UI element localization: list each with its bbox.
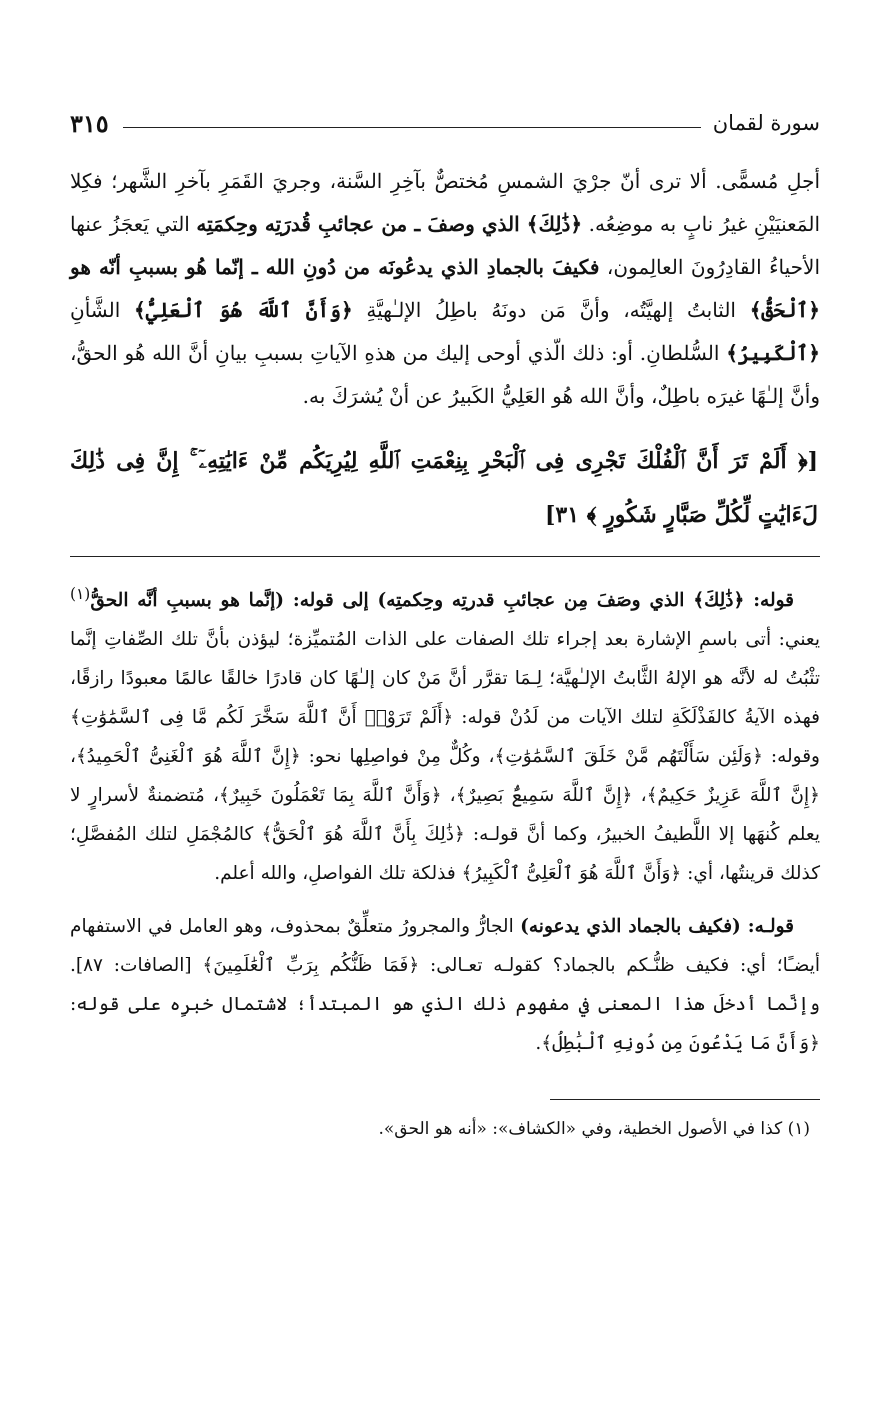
commentary-text-2: الثابتُ إلهيَّتُه، وأنَّ مَن دونَهُ باطِلُ الإلـٰهيَّةِ — [366, 298, 736, 322]
quran-quote-al-kabir: ﴿ٱلْكَبِيرُ﴾ — [726, 341, 820, 365]
note-2-heading: قولـه: (فكيف بالجماد الذي يدعونه) — [520, 916, 794, 938]
note-1-text: يعني: أتى باسمِ الإشارة بعد إجراء تلك الصفات على الذات المُتميِّزة؛ ليؤذن بأنَّ تلك الصِّفاتِ إنَّما تثْبُتُ له لأنَّه هو الإلهُ الثَّابتُ الإلـٰهيَّة؛ لِـمَا تقرَّر أنَّ مَنْ كان إلـٰهًا كان قادرًا خالقًا عالمًا معبودًا رازقًا، فهذه الآيةُ كالفَذْلَكَةِ لتلك الآيات من لَدُنْ قوله: ﴿أَلَمْ تَرَوْا۟ أَنَّ ٱللَّهَ سَخَّرَ لَكُم مَّا فِى ٱلسَّمَٰوَٰتِ﴾ وقوله: ﴿وَلَئِن سَأَلْتَهُم مَّنْ خَلَقَ ٱلسَّمَٰوَٰتِ﴾، وكُلٌّ مِنْ فواصِلِها نحو: ﴿إِنَّ ٱللَّهَ هُوَ ٱلْغَنِىُّ ٱلْحَمِيدُ﴾، ﴿إِنَّ ٱللَّهَ عَزِيزٌ حَكِيمٌ﴾، ﴿إِنَّ ٱللَّهَ سَمِيعٌۢ بَصِيرٌ﴾، ﴿وَأَنَّ ٱللَّهَ بِمَا تَعْمَلُونَ خَبِيرٌ﴾، مُتضمنةٌ لأسرارٍ لا يعلم كُنهَها إلا اللَّطيفُ الخبيرُ، وكما أنَّ قولـه: ﴿ذَٰلِكَ بِأَنَّ ٱللَّهَ هُوَ ٱلْحَقُّ﴾ كالمُجْمَلِ لتلك المُفصَّلِ؛ كذلك قرينتُها، أي: ﴿وَأَنَّ ٱللَّهَ هُوَ ٱلْعَلِىُّ ٱلْكَبِيرُ﴾ فذلكة تلك الفواصلِ، والله أعلم. — [70, 629, 820, 885]
quran-quote-al-haqq: ﴿ٱلْحَقُّ﴾ — [749, 298, 821, 322]
note-paragraph-2 — [70, 907, 820, 1063]
book-page — [70, 100, 820, 1146]
section-divider — [70, 556, 820, 557]
note-2-text: الجارُّ والمجرورُ متعلِّقٌ بمحذوف، وهو العامل في الاستفهام أيضـًا؛ أي: فكيف ظنُّـكم بالجماد؟ كقولـه تعـالى: ﴿فَمَا ظَنُّكُم بِرَبِّ ٱلْعَٰلَمِينَ﴾ [الصافات: ٨٧]. وإنَّما أدخلَ هذا المعنى في مفهوم ذلك الذي هو المبتدأ؛ لاشتمال خبرِه على قوله: ﴿وَأَنَّ مَا يَدْعُونَ مِن دُونِهِ ٱلْبَٰطِلُ﴾. — [70, 916, 820, 1055]
footnote-rule — [550, 1099, 820, 1100]
commentary-lead: أجلِ مُسمًّى. ألا ترى أنّ جرْيَ الشمسِ مُختصٌّ بآخِرِ السَّنة، وجريَ القَمَرِ بآخرِ الشَّهر؛ فكِلا المَعنيَيْنِ غيرُ نابٍ به موضِعُه. — [70, 169, 821, 236]
commentary-highlight-2: فكيفَ بالجمادِ الذي يدعُونَه من دُونِ الله ـ إنّما هُو بسببِ أنّه هو — [70, 255, 600, 279]
header-rule — [123, 127, 701, 128]
surah-title: سورة لقمان — [712, 111, 820, 135]
note-paragraph-1 — [70, 575, 820, 893]
footnote-1: (١) كذا في الأصول الخطية، وفي «الكشاف»: «أنه هو الحق». — [378, 1119, 810, 1140]
notes-section — [70, 575, 820, 1063]
commentary-text-3: الشَّأنِ — [70, 298, 121, 322]
quran-quote-al-aliyy: ﴿وَأَنَّ ٱللَّهَ هُوَ ٱلْعَلِيُّ﴾ — [133, 298, 353, 322]
page-number: ٣١٥ — [70, 108, 109, 138]
footnote-ref-1: (١) — [70, 585, 91, 603]
commentary-paragraph — [70, 160, 820, 418]
commentary-text-1: التي يَعجَزُ عنها الأحياءُ القادِرُونَ العالِمون، — [70, 212, 821, 279]
running-header — [70, 100, 820, 146]
quran-verse-31: [﴿ أَلَمْ تَرَ أَنَّ ٱلْفُلْكَ تَجْرِى فِى ٱلْبَحْرِ بِنِعْمَتِ ٱللَّهِ لِيُرِيَكُم مِّنْ ءَايَٰتِهِۦٓ ۚ إِنَّ فِى ذَٰلِكَ لَءَايَٰتٍ لِّكُلِّ صَبَّارٍ شَكُورٍ ﴾ ٣١] — [70, 448, 818, 528]
note-1-heading: قوله: ﴿ذَٰلِكَ﴾ الذي وصَفَ مِن عجائبِ قدرتِه وحِكمتِه) إلى قوله: (إنَّما هو بسببِ أنَّه الحقُّ — [90, 590, 794, 612]
commentary-highlight-1: ﴿ذَٰلِكَ﴾ الذي وصفَ ـ من عجائبِ قُدرَتِه وحِكمَتِه — [196, 212, 583, 236]
commentary-text-4: السُّلطانِ. أو: ذلك الّذي أوحى إليك من هذهِ الآياتِ بسببِ بيانِ أنَّ الله هُو الحقُّ، وأنَّ إلـٰهًا غيرَه باطِلٌ، وأنَّ الله هُو العَلِيُّ الكَبيرُ عن أنْ يُشرَكَ به. — [70, 341, 820, 408]
